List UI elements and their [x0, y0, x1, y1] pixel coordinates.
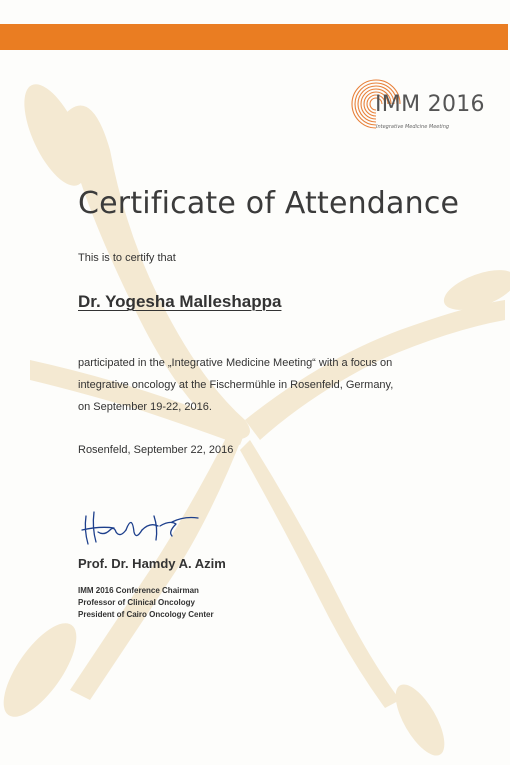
- body-line-3: on September 19-22, 2016.: [78, 401, 212, 413]
- body-line-2: integrative oncology at the Fischermühle in Rosenfeld, Germany,: [78, 379, 394, 391]
- intro-text: This is to certify that: [78, 252, 176, 264]
- recipient-name: Dr. Yogesha Malleshappa: [78, 292, 282, 311]
- certificate-title: Certificate of Attendance: [78, 186, 460, 221]
- place-date: Rosenfeld, September 22, 2016: [78, 444, 234, 456]
- logo-title: IMM 2016: [375, 92, 485, 117]
- body-line-1: participated in the „Integrative Medicine Meeting“ with a focus on: [78, 357, 393, 369]
- signatory-role-3: President of Cairo Oncology Center: [78, 610, 214, 619]
- signatory-name: Prof. Dr. Hamdy A. Azim: [78, 556, 226, 571]
- signatory-role-2: Professor of Clinical Oncology: [78, 598, 195, 607]
- signatory-role-1: IMM 2016 Conference Chairman: [78, 586, 199, 595]
- handwritten-signature: [80, 506, 210, 550]
- logo-subtitle: Integrative Medicine Meeting: [376, 124, 450, 130]
